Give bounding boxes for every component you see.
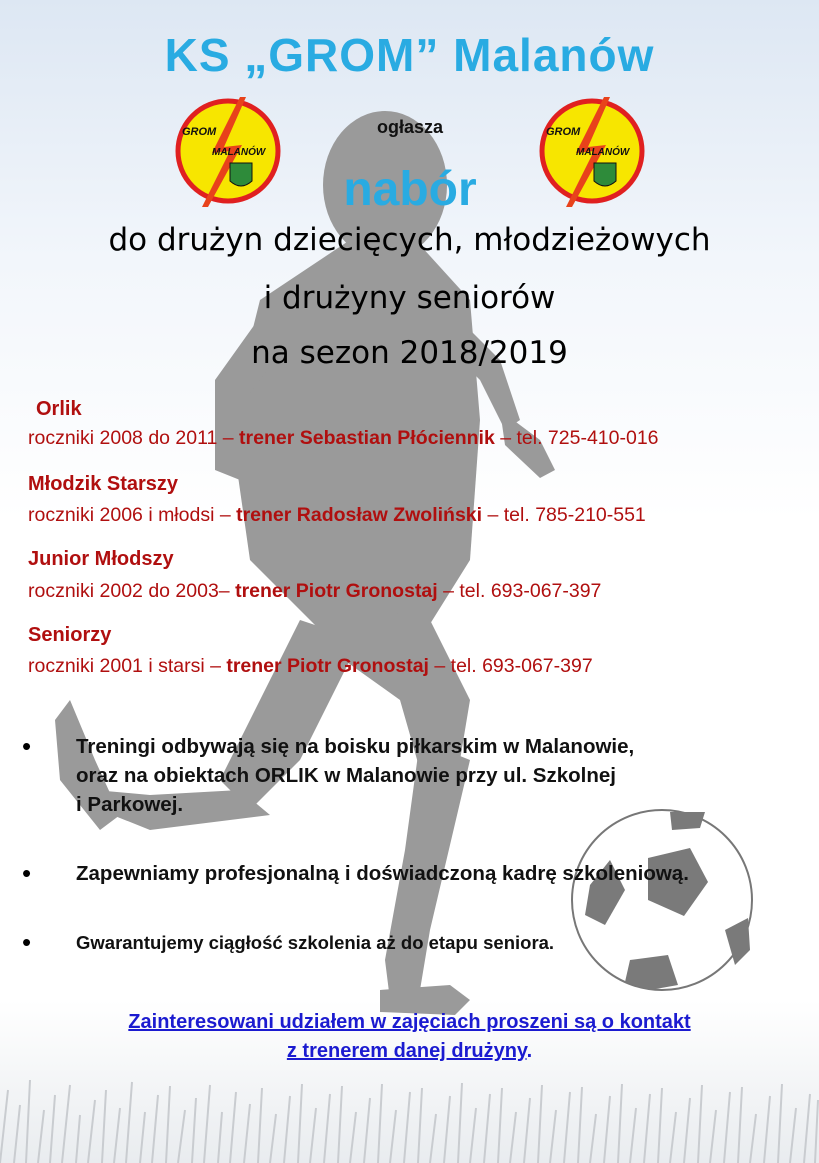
team-details: [28, 504, 646, 527]
contact-link-line-1[interactable]: Zainteresowani udziałem w zajęciach proszeni są o kontakt: [128, 1011, 691, 1033]
team-years: roczniki 2008 do 2011 –: [28, 427, 240, 449]
tree-shield-icon: [594, 163, 616, 186]
team-coach: trener Radosław Zwoliński: [236, 504, 483, 526]
bullet-continuity: Gwarantujemy ciągłość szkolenia aż do etapu seniora.: [76, 932, 555, 953]
team-coach: trener Sebastian Płóciennik: [239, 427, 495, 449]
bullet-line: i Parkowej.: [76, 793, 184, 816]
svg-text:GROM: GROM: [182, 126, 217, 138]
contact-note: [0, 1008, 819, 1066]
team-name: Seniorzy: [28, 624, 112, 646]
team-name: Orlik: [36, 398, 82, 420]
team-name: Junior Młodszy: [28, 548, 174, 570]
bullet-line: oraz na obiektach ORLIK w Malanowie przy ul. Szkolnej: [76, 764, 616, 787]
bullet-trainings: [76, 732, 634, 819]
team-details: [28, 580, 601, 603]
team-phone: – tel. 693-067-397: [437, 580, 602, 602]
team-years: roczniki 2006 i młodsi –: [28, 504, 237, 526]
bullet-icon: •: [22, 927, 32, 957]
grass-strip: [0, 1080, 818, 1163]
team-coach: trener Piotr Gronostaj: [235, 580, 438, 602]
team-phone: – tel. 785-210-551: [482, 504, 646, 526]
svg-text:MALANÓW: MALANÓW: [576, 147, 630, 158]
football-ball: [572, 810, 752, 990]
club-title: KS „GROM” Malanów: [164, 29, 655, 81]
team-phone: – tel. 693-067-397: [428, 655, 593, 677]
bullet-line: Treningi odbywają się na boisku piłkarskim w Malanowie,: [76, 735, 635, 758]
team-details: [28, 427, 659, 450]
team-name: Młodzik Starszy: [28, 473, 179, 495]
headline-line-1: do drużyn dziecięcych, młodzieżowych: [108, 222, 711, 258]
tree-shield-icon: [230, 163, 252, 186]
announces-text: ogłasza: [376, 117, 444, 137]
contact-period: .: [526, 1040, 533, 1062]
recruitment-heading: nabór: [343, 163, 477, 216]
team-details: [28, 655, 593, 678]
bullet-staff: Zapewniamy profesjonalną i doświadczoną kadrę szkoleniową.: [76, 862, 689, 885]
bullet-icon: •: [22, 858, 32, 888]
headline-line-3: na sezon 2018/2019: [251, 335, 568, 371]
headline-line-2: i drużyny seniorów: [263, 280, 556, 316]
team-years: roczniki 2001 i starsi –: [28, 655, 227, 677]
team-coach: trener Piotr Gronostaj: [226, 655, 429, 677]
contact-link-line-2[interactable]: z trenerem danej drużyny: [286, 1040, 527, 1062]
svg-text:MALANÓW: MALANÓW: [212, 147, 266, 158]
team-years: roczniki 2002 do 2003–: [28, 580, 236, 602]
bullet-icon: •: [22, 731, 32, 761]
svg-text:GROM: GROM: [546, 126, 581, 138]
team-phone: – tel. 725-410-016: [494, 427, 659, 449]
